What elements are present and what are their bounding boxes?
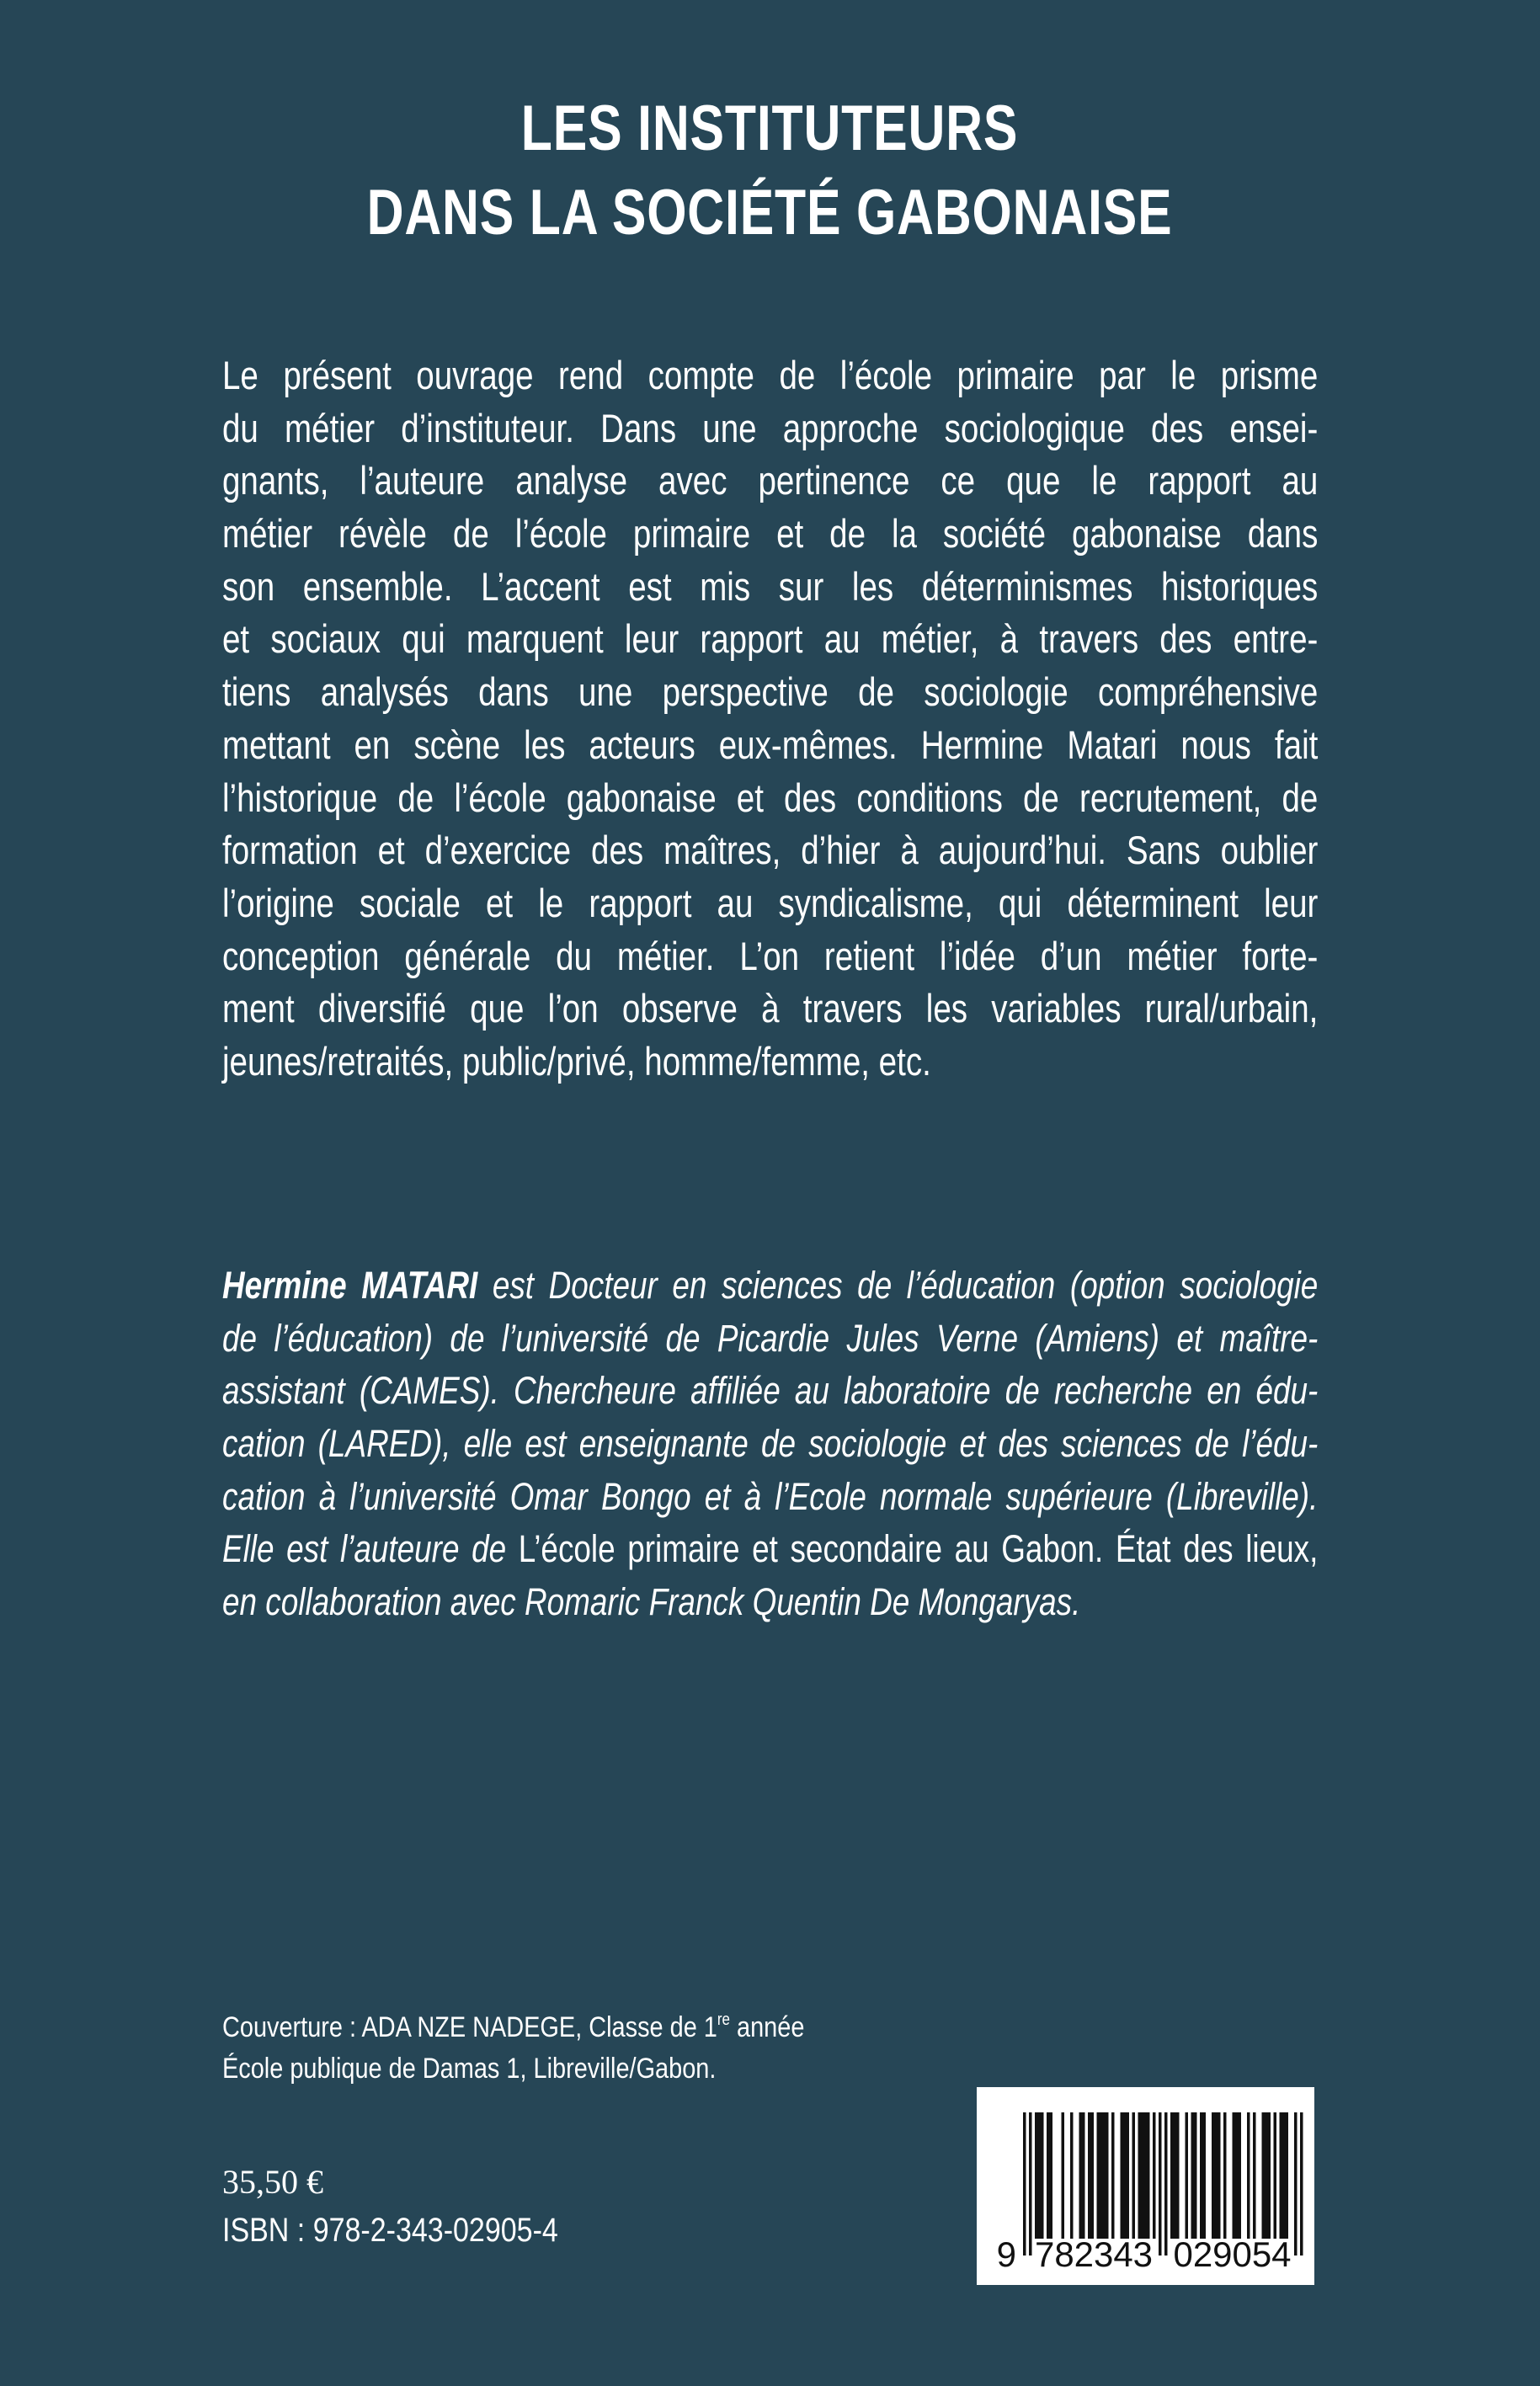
summary-line: et sociaux qui marquent leur rapport au métier, à travers des entre-: [222, 616, 1319, 662]
barcode-bar: [1200, 2112, 1203, 2239]
summary-paragraph: [222, 349, 1318, 1089]
barcode-bar: [1041, 2112, 1044, 2239]
barcode-bar: [1038, 2112, 1042, 2239]
bio-line: cation (LARED), elle est enseignante de sociologie et des sciences de l’édu-: [222, 1422, 1319, 1466]
barcode-bar: [1070, 2112, 1074, 2239]
title-line-2: [0, 175, 1540, 251]
barcode-bar: [1268, 2112, 1271, 2239]
barcode-bar: [1153, 2112, 1156, 2239]
barcode-bar: [1186, 2112, 1189, 2239]
barcode-bar: [1141, 2112, 1144, 2239]
bio-line: en collaboration avec Romaric Franck Quentin De Mongaryas.: [222, 1580, 1081, 1624]
barcode-bar: [1280, 2112, 1283, 2239]
bio-line: cation à l’université Omar Bongo et à l’Ecole normale supérieure (Libreville).: [222, 1474, 1319, 1518]
barcode-bar: [1103, 2112, 1106, 2239]
barcode-bar: [1218, 2112, 1221, 2239]
barcode-bar: [1121, 2112, 1124, 2239]
barcode-bar: [1106, 2112, 1109, 2239]
summary-line: l’origine sociale et le rapport au syndicalisme, qui déterminent leur: [222, 880, 1319, 925]
summary-line: métier révèle de l’école primaire et de la société gabonaise dans: [222, 511, 1319, 557]
barcode-bar: [1194, 2112, 1197, 2239]
title-text: LES INSTITUTEURS: [521, 93, 1019, 164]
barcode-bar: [1300, 2112, 1303, 2256]
book-title: L’école primaire et secondaire au Gabon. État des lieux,: [518, 1527, 1319, 1571]
barcode-bar: [1079, 2112, 1083, 2239]
summary-line: l’historique de l’école gabonaise et des conditions de recrutement, de: [222, 775, 1319, 820]
barcode-bar: [1223, 2112, 1227, 2239]
isbn: ISBN : 978-2-343-02905-4: [222, 2212, 558, 2249]
barcode-digits: 782343: [1035, 2234, 1153, 2274]
bio-line: assistant (CAMES). Chercheure affiliée au laboratoire de recherche en édu-: [222, 1369, 1319, 1413]
summary-line: mettant en scène les acteurs eux-mêmes. Hermine Matari nous fait: [222, 722, 1319, 767]
barcode: [977, 2087, 1314, 2285]
bio-text: est Docteur en sciences de l’éducation (option sociologie: [477, 1264, 1319, 1307]
barcode-bar: [1035, 2112, 1038, 2239]
barcode-bar: [1029, 2112, 1032, 2256]
barcode-bar: [1247, 2112, 1250, 2239]
barcode-bar: [1050, 2112, 1053, 2239]
barcode-bar: [1088, 2112, 1091, 2239]
summary-line: ment diversifié que l’on observe à travers les variables rural/urbain,: [222, 986, 1319, 1031]
author-bio: [222, 1260, 1318, 1629]
title-text: DANS LA SOCIÉTÉ GABONAISE: [367, 177, 1173, 248]
barcode-digits: 029054: [1173, 2234, 1292, 2274]
barcode-bar: [1233, 2112, 1236, 2239]
summary-line: jeunes/retraités, public/privé, homme/femme, etc.: [222, 1038, 931, 1084]
barcode-bar: [1147, 2112, 1150, 2239]
barcode-bar: [1215, 2112, 1218, 2239]
author-name: Hermine MATARI: [222, 1264, 478, 1307]
barcode-bar: [1023, 2112, 1026, 2256]
title-line-1: [0, 91, 1540, 167]
bio-text: Elle est l’auteure de: [222, 1527, 519, 1571]
barcode-bar: [1282, 2112, 1286, 2239]
barcode-bar: [1191, 2112, 1195, 2239]
barcode-bar: [1159, 2112, 1162, 2256]
summary-line: Le présent ouvrage rend compte de l’école primaire par le prisme: [222, 353, 1319, 397]
barcode-bar: [1239, 2112, 1242, 2239]
barcode-bar: [1111, 2112, 1115, 2239]
barcode-bar: [1091, 2112, 1095, 2239]
barcode-bars: [977, 2087, 1314, 2285]
barcode-bar: [1100, 2112, 1103, 2239]
barcode-bar: [1082, 2112, 1085, 2239]
barcode-bar: [1062, 2112, 1065, 2239]
bio-line: [222, 1260, 1318, 1313]
barcode-bar: [1286, 2112, 1289, 2239]
barcode-bar: [1253, 2112, 1256, 2239]
credit-text: Couverture : ADA NZE NADEGE, Classe de 1: [222, 2011, 717, 2043]
cover-credit-school: École publique de Damas 1, Libreville/Gabon.: [222, 2053, 717, 2085]
credit-text: année: [729, 2011, 805, 2043]
barcode-bar: [1203, 2112, 1207, 2239]
summary-line: formation et d’exercice des maîtres, d’hier à aujourd’hui. Sans oublier: [222, 828, 1319, 873]
barcode-bar: [1164, 2112, 1168, 2256]
barcode-bar: [1265, 2112, 1268, 2239]
price: 35,50 €: [222, 2163, 323, 2201]
barcode-bar: [1127, 2112, 1130, 2239]
barcode-bar: [1170, 2112, 1174, 2239]
summary-line: conception générale du métier. L’on retient l’idée d’un métier forte-: [222, 933, 1319, 978]
barcode-bar: [1176, 2112, 1180, 2239]
barcode-bar: [1123, 2112, 1127, 2239]
barcode-bar: [1097, 2112, 1100, 2239]
barcode-bar: [1047, 2112, 1050, 2239]
barcode-digits: 9: [996, 2234, 1016, 2274]
cover-credit: [222, 2011, 804, 2044]
barcode-bar: [1274, 2112, 1277, 2239]
summary-line: gnants, l’auteure analyse avec pertinence ce que le rapport au: [222, 458, 1319, 503]
summary-line: tiens analysés dans une perspective de sociologie compréhensive: [222, 669, 1319, 715]
barcode-bar: [1138, 2112, 1142, 2239]
barcode-bar: [1262, 2112, 1266, 2239]
bio-line: [222, 1523, 1318, 1576]
barcode-bar: [1235, 2112, 1239, 2239]
barcode-bar: [1174, 2112, 1177, 2239]
barcode-bar: [1144, 2112, 1148, 2239]
summary-line: son ensemble. L’accent est mis sur les déterminismes historiques: [222, 563, 1319, 609]
bio-line: de l’éducation) de l’université de Picardie Jules Verne (Amiens) et maître-: [222, 1316, 1319, 1360]
credit-sup: re: [717, 2011, 730, 2029]
barcode-bar: [1212, 2112, 1215, 2239]
barcode-bar: [1294, 2112, 1298, 2256]
summary-line: du métier d’instituteur. Dans une approche sociologique des ensei-: [222, 405, 1319, 450]
barcode-bar: [1132, 2112, 1136, 2239]
